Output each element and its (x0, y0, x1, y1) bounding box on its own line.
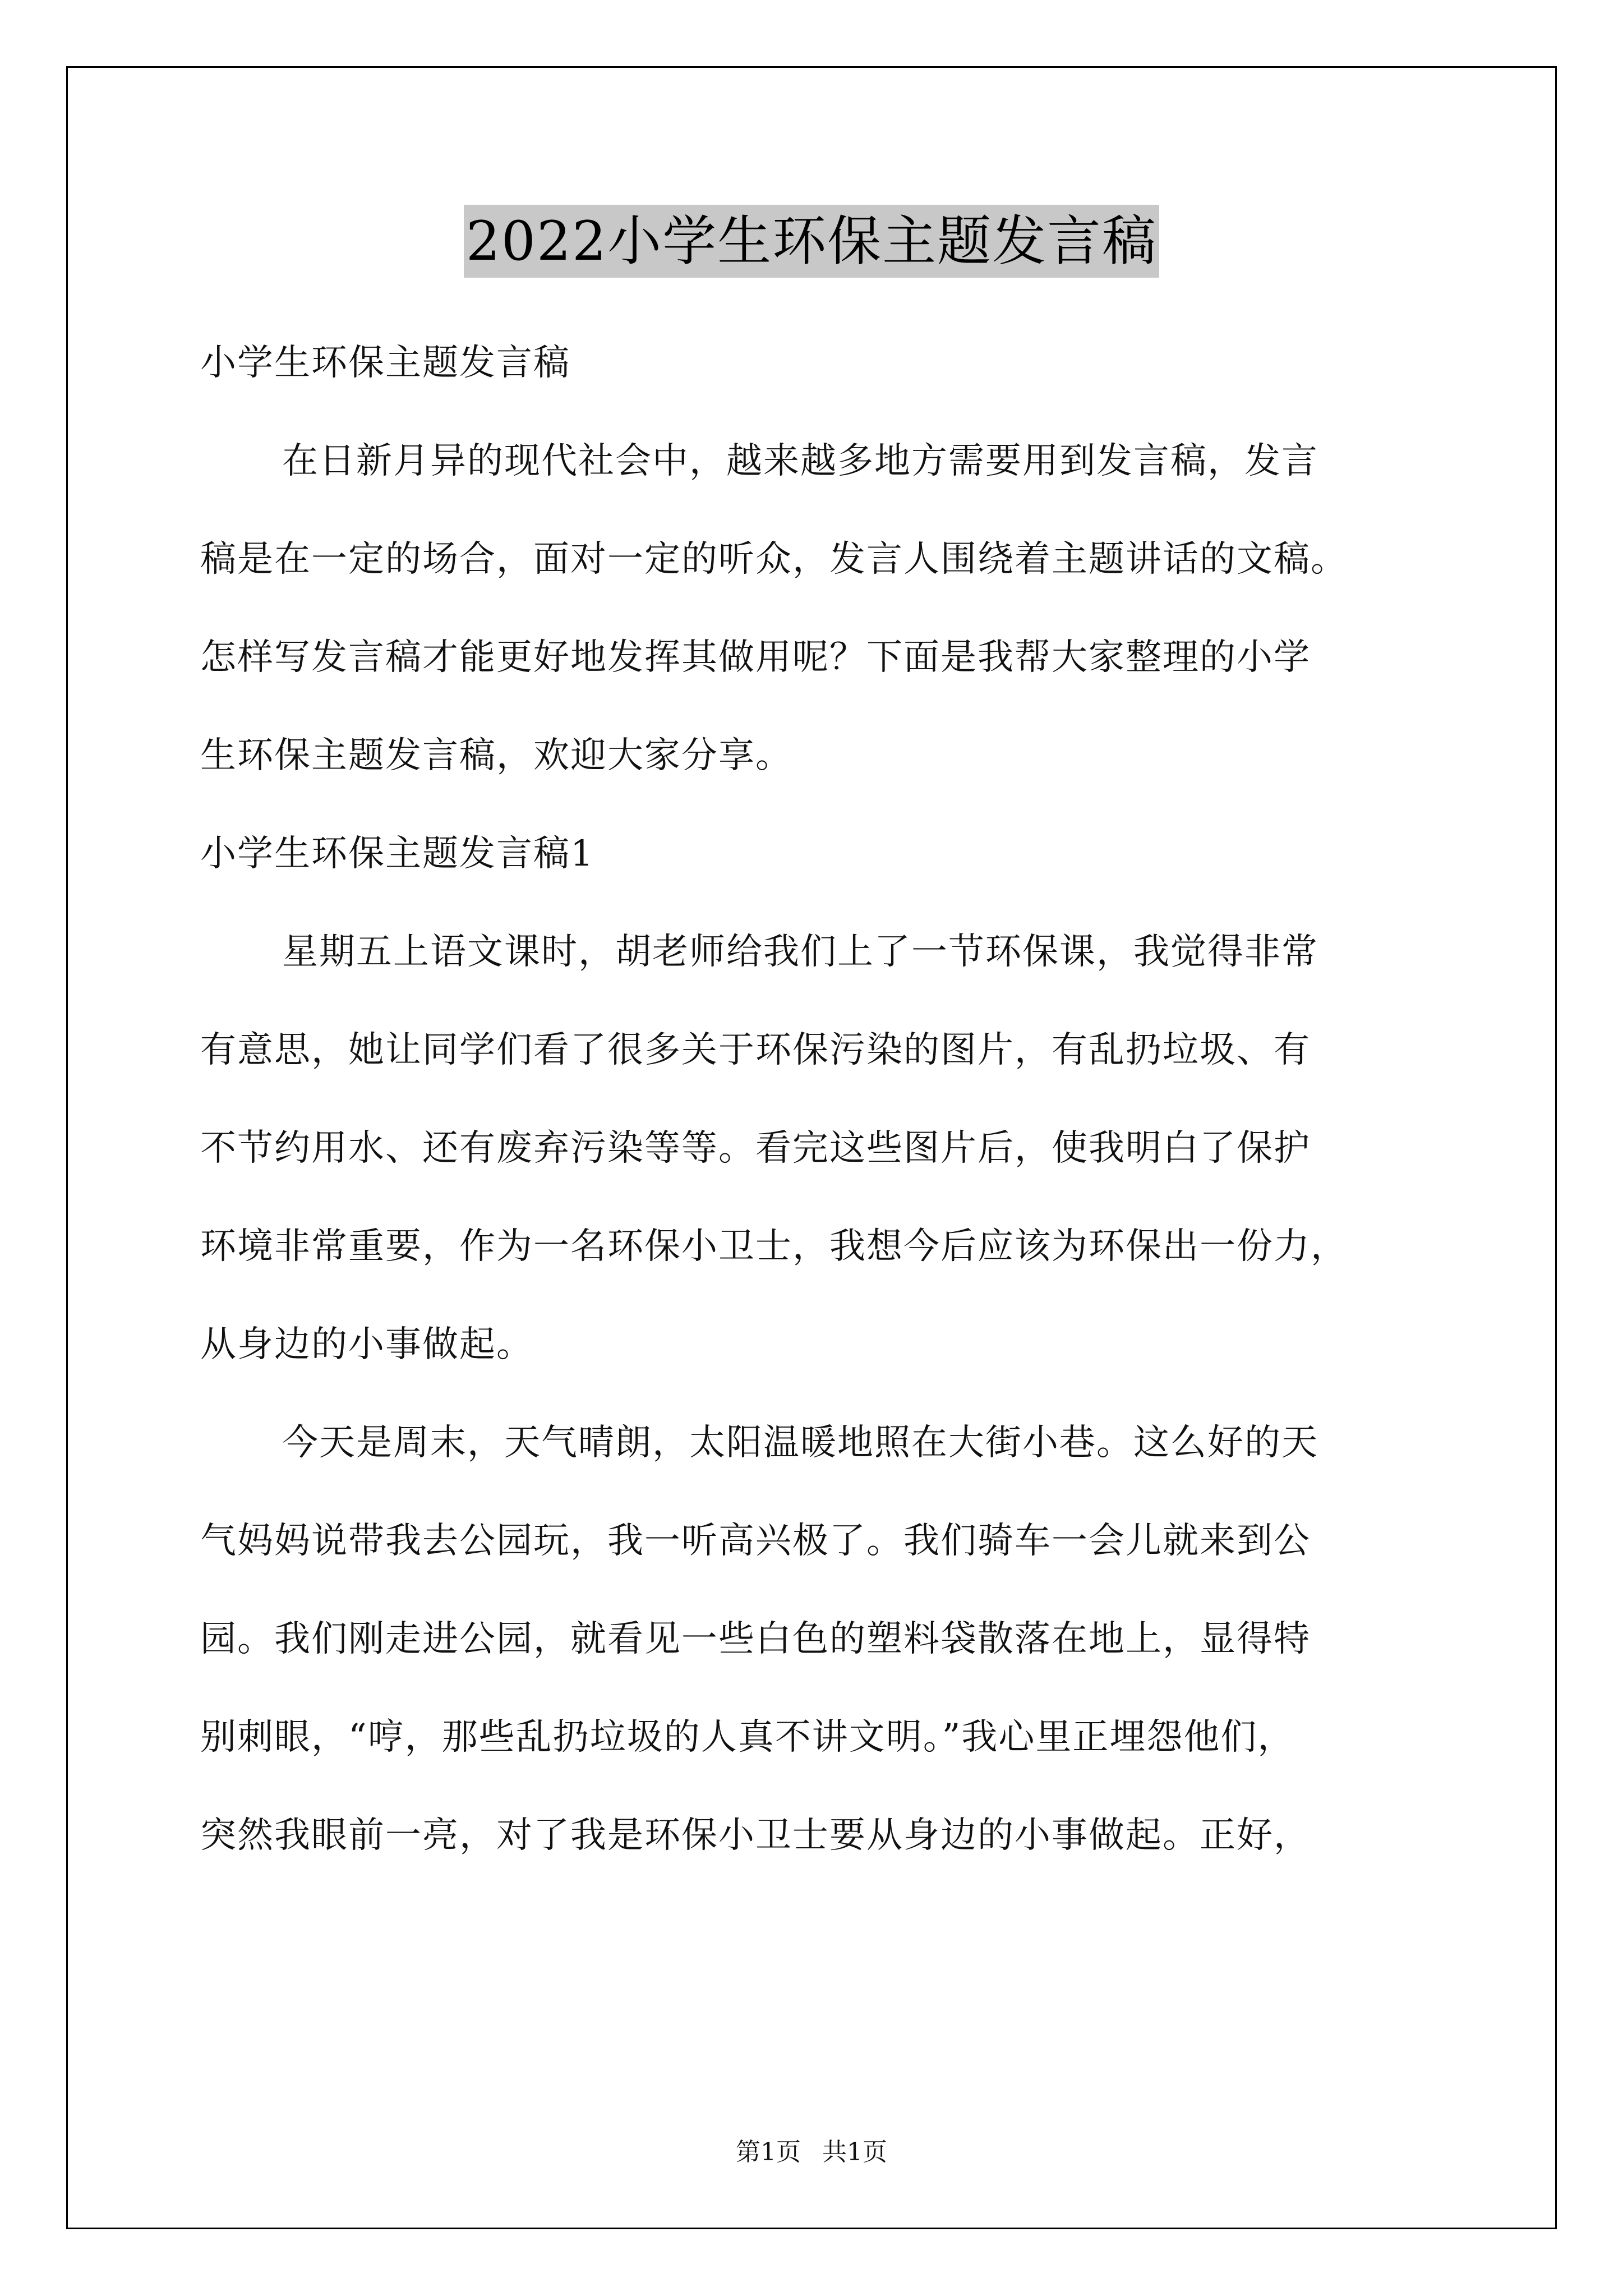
text-line: 小学生环保主题发言稿 (200, 342, 570, 384)
text-line: 从身边的小事做起。 (200, 1324, 533, 1365)
document-body (200, 314, 1440, 1885)
text-line: 今天是周末，天气晴朗，太阳温暖地照在大街小巷。这么好的天 (282, 1422, 1318, 1464)
text-line: 星期五上语文课时，胡老师给我们上了一节环保课，我觉得非常 (282, 931, 1318, 973)
text-line: 有意思，她让同学们看了很多关于环保污染的图片，有乱扔垃圾、有 (200, 1029, 1311, 1071)
text-line: 环境非常重要，作为一名环保小卫士，我想今后应该为环保出一份力， (200, 1226, 1348, 1267)
text-line: 气妈妈说带我去公园玩，我一听高兴极了。我们骑车一会儿就来到公 (200, 1520, 1311, 1562)
text-line: 别刺眼，“哼，那些乱扔垃圾的人真不讲文明。”我心里正埋怨他们， (200, 1717, 1295, 1758)
page-footer (0, 2132, 1623, 2168)
title-container (0, 205, 1623, 278)
page-number: 第1页 (736, 2138, 801, 2166)
document-title: 2022小学生环保主题发言稿 (464, 205, 1159, 278)
text-line: 在日新月异的现代社会中，越来越多地方需要用到发言稿，发言 (282, 440, 1318, 482)
text-line: 园。我们刚走进公园，就看见一些白色的塑料袋散落在地上，显得特 (200, 1618, 1311, 1660)
text-line: 生环保主题发言稿，欢迎大家分享。 (200, 735, 792, 776)
text-line: 不节约用水、还有废弃污染等等。看完这些图片后，使我明白了保护 (200, 1128, 1311, 1169)
text-line: 稿是在一定的场合，面对一定的听众，发言人围绕着主题讲话的文稿。 (200, 539, 1348, 580)
page-total: 共1页 (822, 2138, 887, 2166)
text-line: 小学生环保主题发言稿1 (200, 833, 594, 875)
text-line: 怎样写发言稿才能更好地发挥其做用呢？下面是我帮大家整理的小学 (200, 637, 1311, 678)
text-line: 突然我眼前一亮，对了我是环保小卫士要从身边的小事做起。正好， (200, 1815, 1311, 1856)
